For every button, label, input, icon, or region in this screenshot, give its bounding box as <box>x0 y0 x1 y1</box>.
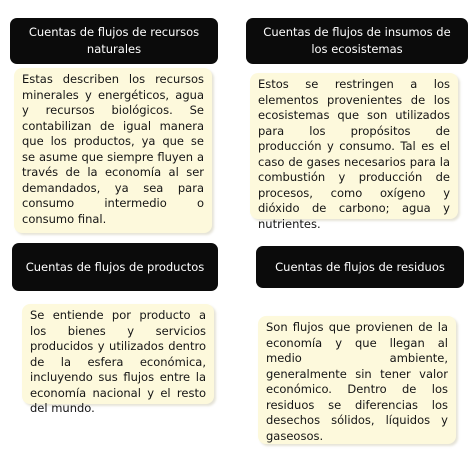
ecosystem-inputs-description-text: Estos se restringen a los elementos provenientes de los ecosistemas que son utilizados para los propósitos de producción y consumo. Tal es el caso de gases necesarios para la combustión y producción de procesos, como oxígeno y dióxido de carbono; agua y nutrientes. <box>258 77 450 231</box>
waste-title <box>256 246 464 288</box>
waste-title-text: Cuentas de flujos de residuos <box>275 259 445 274</box>
ecosystem-inputs-title-text: Cuentas de flujos de insumos de los ecosistemas <box>263 25 451 56</box>
products-title <box>12 243 218 291</box>
ecosystem-inputs-title <box>246 18 468 64</box>
natural-resources-title-text: Cuentas de flujos de recursos naturales <box>28 25 200 56</box>
products-description <box>22 304 214 415</box>
natural-resources-description <box>14 68 212 233</box>
ecosystem-inputs-description <box>250 73 458 231</box>
natural-resources-description-text: Estas describen los recursos minerales y energéticos, agua y recursos biológicos. Se contabilizan de igual manera que los productos, ya que se se asume que siempre fluyen a través de la economía al ser demandados, ya sea para consumo intermedio o consumo final. <box>22 72 204 226</box>
products-description-text: Se entiende por producto a los bienes y servicios producidos y utilizados dentro de la esfera económica, incluyendo sus flujos entre la economía nacional y el resto del mundo. <box>30 308 206 415</box>
waste-description <box>258 316 456 444</box>
products-title-text: Cuentas de flujos de productos <box>25 259 205 274</box>
waste-description-text: Son flujos que provienen de la economía y que llegan al medio ambiente, generalmente sin tener valor económico. Dentro de los residuos se diferencias los desechos sólidos, líquidos y gaseosos. <box>266 320 448 443</box>
natural-resources-title <box>10 18 218 64</box>
